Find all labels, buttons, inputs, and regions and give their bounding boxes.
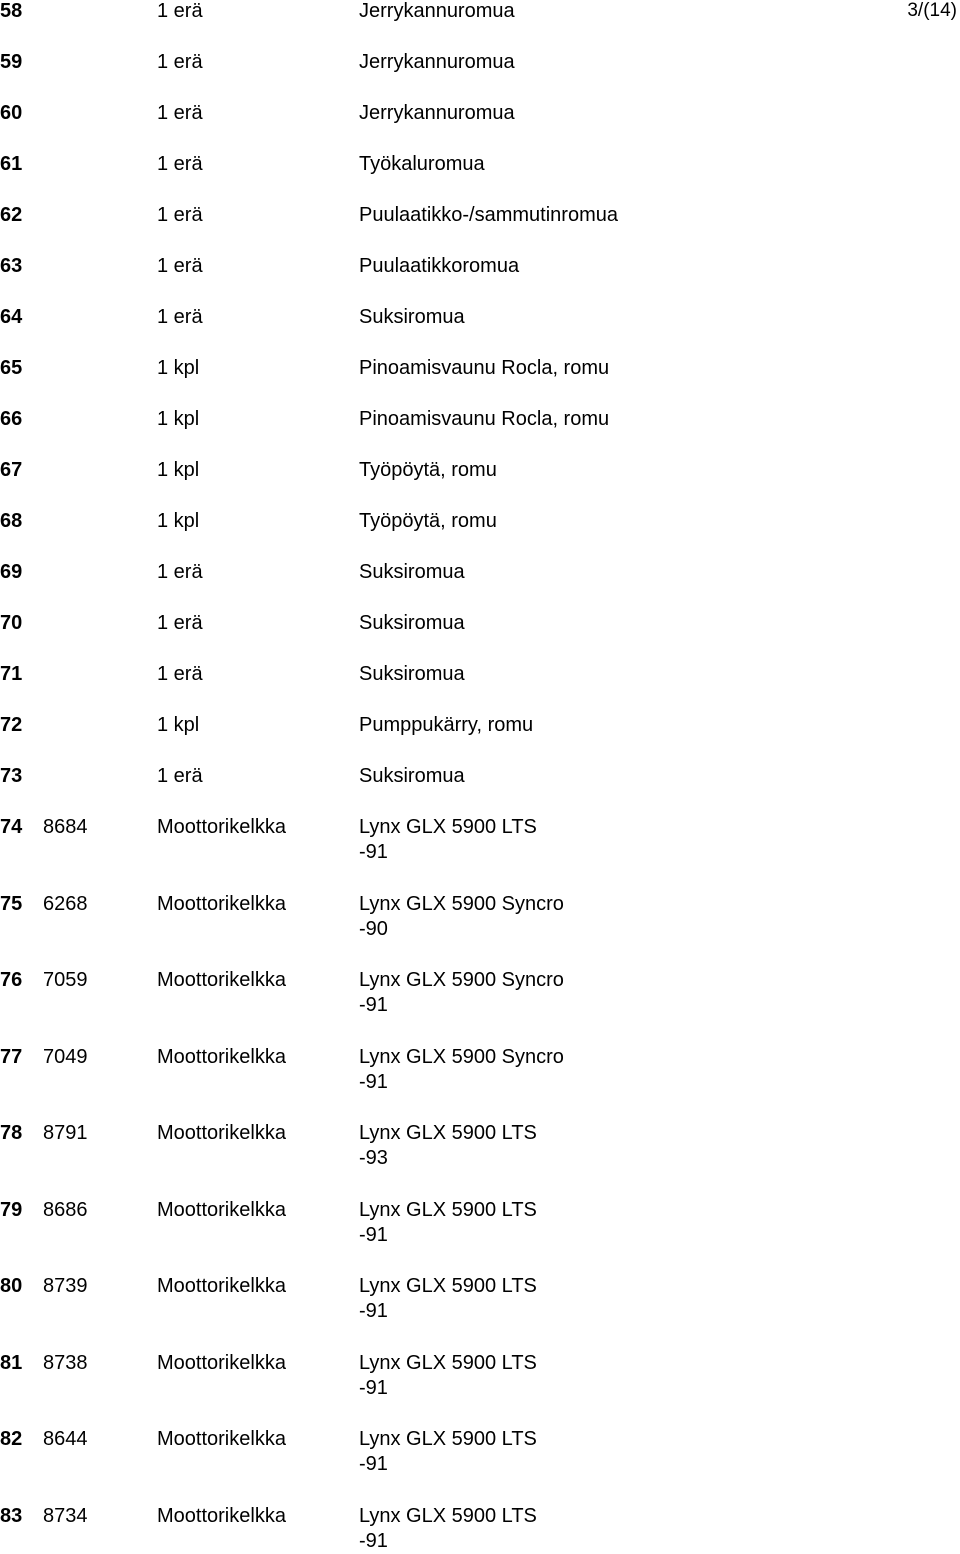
item-number: 82 — [0, 1428, 23, 1450]
item-number: 83 — [0, 1504, 23, 1527]
item-number: 81 — [0, 1351, 23, 1374]
item-description: Lynx GLX 5900 Syncro — [359, 1045, 564, 1068]
item-number: 77 — [0, 1045, 23, 1068]
item-quantity: Moottorikelkka — [157, 816, 286, 838]
item-quantity: Moottorikelkka — [157, 1504, 286, 1527]
item-number: 58 — [0, 0, 23, 22]
item-description: Jerrykannuromua — [359, 102, 515, 124]
item-number: 68 — [0, 510, 23, 532]
item-number: 79 — [0, 1198, 23, 1221]
item-quantity: Moottorikelkka — [157, 1428, 286, 1450]
item-id: 8739 — [43, 1275, 88, 1297]
item-description: Lynx GLX 5900 LTS — [359, 1275, 537, 1297]
item-id: 8684 — [43, 816, 88, 838]
item-description: Puulaatikko-/sammutinromua — [359, 204, 618, 226]
item-number: 62 — [0, 204, 23, 226]
item-quantity: 1 erä — [157, 561, 203, 583]
item-description: Lynx GLX 5900 Syncro — [359, 969, 564, 991]
item-quantity: 1 kpl — [157, 357, 200, 379]
item-id: 7059 — [43, 969, 88, 991]
item-id: 8686 — [43, 1198, 88, 1221]
item-number: 71 — [0, 663, 23, 685]
item-quantity: 1 kpl — [157, 510, 200, 532]
item-quantity: 1 erä — [157, 102, 203, 124]
item-description: Pumppukärry, romu — [359, 714, 534, 736]
item-description: Suksiromua — [359, 612, 465, 634]
item-id: 8791 — [43, 1122, 88, 1144]
item-description: Lynx GLX 5900 Syncro — [359, 892, 564, 915]
item-description: Työpöytä, romu — [359, 459, 497, 481]
item-number: 61 — [0, 153, 23, 175]
item-description: Työkaluromua — [359, 153, 485, 175]
item-number: 63 — [0, 255, 23, 277]
item-quantity: 1 erä — [157, 204, 203, 226]
item-id: 8738 — [43, 1351, 88, 1374]
item-description: Lynx GLX 5900 LTS — [359, 1428, 537, 1450]
item-number: 66 — [0, 408, 23, 430]
item-number: 64 — [0, 306, 23, 328]
item-number: 70 — [0, 612, 23, 634]
item-description: Lynx GLX 5900 LTS — [359, 1351, 537, 1374]
item-description: Jerrykannuromua — [359, 51, 515, 73]
item-quantity: Moottorikelkka — [157, 1122, 286, 1144]
item-description: Lynx GLX 5900 LTS — [359, 1504, 537, 1527]
item-number: 73 — [0, 765, 23, 787]
item-quantity: 1 erä — [157, 612, 203, 634]
item-id: 6268 — [43, 892, 88, 915]
item-description: Lynx GLX 5900 LTS — [359, 1122, 537, 1144]
item-description: Suksiromua — [359, 306, 465, 328]
item-description-line2: -91 — [359, 1529, 388, 1552]
item-number: 69 — [0, 561, 23, 583]
item-description: Jerrykannuromua — [359, 0, 515, 22]
item-number: 80 — [0, 1275, 23, 1297]
item-quantity: 1 kpl — [157, 714, 200, 736]
item-quantity: Moottorikelkka — [157, 1198, 286, 1221]
item-quantity: 1 kpl — [157, 459, 200, 481]
item-description-line2: -93 — [359, 1147, 388, 1169]
item-id: 7049 — [43, 1045, 88, 1068]
item-quantity: 1 erä — [157, 51, 203, 73]
item-description-line2: -91 — [359, 1376, 388, 1399]
item-quantity: Moottorikelkka — [157, 969, 286, 991]
item-quantity: Moottorikelkka — [157, 892, 286, 915]
item-description-line2: -91 — [359, 841, 388, 863]
item-number: 78 — [0, 1122, 23, 1144]
item-number: 65 — [0, 357, 23, 379]
item-number: 76 — [0, 969, 23, 991]
item-description: Suksiromua — [359, 561, 465, 583]
item-description: Puulaatikkoromua — [359, 255, 520, 277]
page-number: 3/(14) — [907, 0, 957, 21]
item-quantity: 1 erä — [157, 0, 203, 22]
item-number: 74 — [0, 816, 23, 838]
item-number: 60 — [0, 102, 23, 124]
item-quantity: 1 erä — [157, 765, 203, 787]
item-description: Pinoamisvaunu Rocla, romu — [359, 408, 610, 430]
item-quantity: 1 kpl — [157, 408, 200, 430]
item-quantity: 1 erä — [157, 255, 203, 277]
item-number: 75 — [0, 892, 23, 915]
item-number: 72 — [0, 714, 23, 736]
item-quantity: Moottorikelkka — [157, 1351, 286, 1374]
item-description: Suksiromua — [359, 663, 465, 685]
item-description-line2: -91 — [359, 1453, 388, 1475]
item-description: Lynx GLX 5900 LTS — [359, 1198, 537, 1221]
item-id: 8734 — [43, 1504, 88, 1527]
item-quantity: Moottorikelkka — [157, 1275, 286, 1297]
item-description-line2: -91 — [359, 1223, 388, 1246]
item-description-line2: -91 — [359, 1070, 388, 1093]
item-description-line2: -91 — [359, 1300, 388, 1322]
item-description-line2: -91 — [359, 994, 388, 1016]
item-number: 59 — [0, 51, 23, 73]
item-description: Työpöytä, romu — [359, 510, 497, 532]
item-quantity: Moottorikelkka — [157, 1045, 286, 1068]
item-description-line2: -90 — [359, 917, 388, 940]
item-description: Lynx GLX 5900 LTS — [359, 816, 537, 838]
item-quantity: 1 erä — [157, 663, 203, 685]
item-description: Suksiromua — [359, 765, 465, 787]
item-id: 8644 — [43, 1428, 88, 1450]
item-description: Pinoamisvaunu Rocla, romu — [359, 357, 610, 379]
item-quantity: 1 erä — [157, 306, 203, 328]
item-quantity: 1 erä — [157, 153, 203, 175]
item-number: 67 — [0, 459, 23, 481]
